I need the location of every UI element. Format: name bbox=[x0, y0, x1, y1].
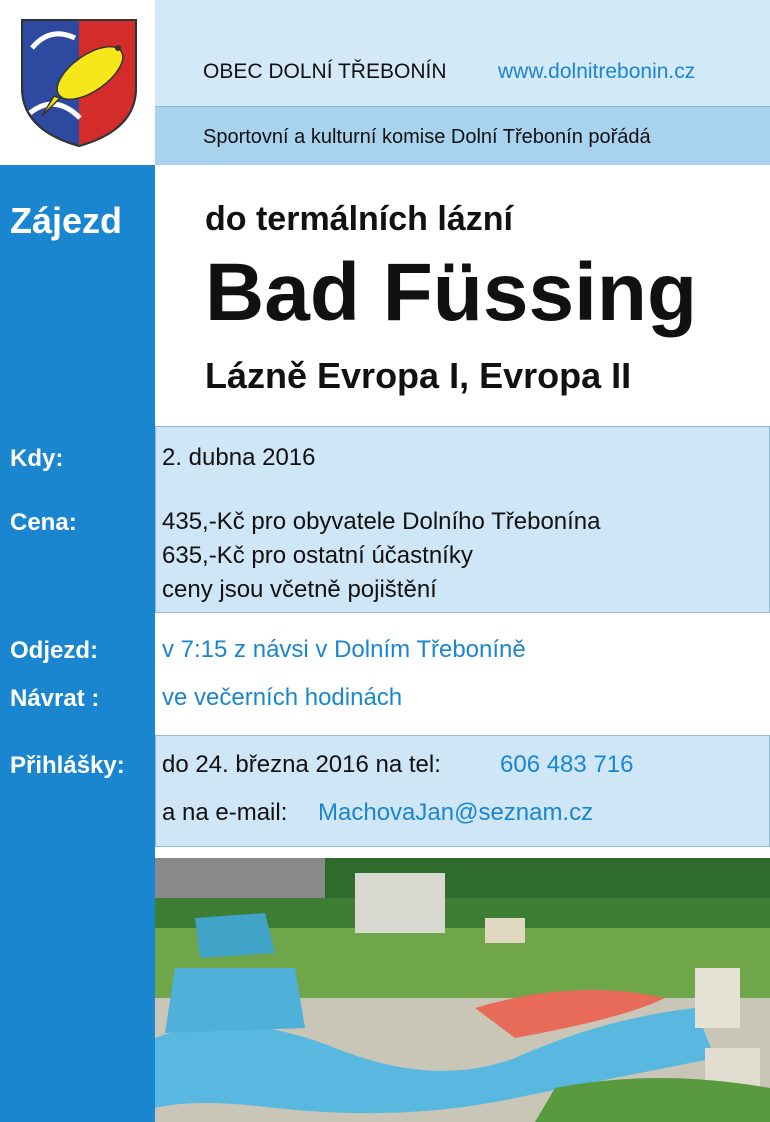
phone-number[interactable]: 606 483 716 bbox=[500, 751, 634, 778]
price-label: Cena: bbox=[10, 509, 77, 536]
registration-label: Přihlášky: bbox=[10, 752, 125, 779]
website-link[interactable]: www.dolnitrebonin.cz bbox=[498, 60, 696, 83]
when-value: 2. dubna 2016 bbox=[162, 444, 316, 471]
return-label: Návrat : bbox=[10, 685, 100, 712]
return-value: ve večerních hodinách bbox=[162, 684, 403, 711]
trip-label: Zájezd bbox=[10, 200, 123, 241]
price-line2: 635,-Kč pro ostatní účastníky bbox=[162, 542, 473, 569]
departure-label: Odjezd: bbox=[10, 637, 98, 664]
coat-of-arms-logo bbox=[20, 18, 138, 148]
destination-title: Bad Füssing bbox=[205, 247, 698, 338]
email-link[interactable]: MachovaJan@seznam.cz bbox=[318, 799, 594, 826]
left-column bbox=[0, 0, 155, 1122]
email-text: a na e-mail: bbox=[162, 799, 288, 826]
title-line3: Lázně Evropa I, Evropa II bbox=[205, 355, 632, 396]
price-line3: ceny jsou včetně pojištění bbox=[162, 576, 437, 603]
registration-text: do 24. března 2016 na tel: bbox=[162, 751, 441, 778]
header-band bbox=[155, 0, 770, 107]
organizer-text: Sportovní a kulturní komise Dolní Třebonín pořádá bbox=[203, 126, 651, 148]
price-line1: 435,-Kč pro obyvatele Dolního Třebonína bbox=[162, 508, 601, 535]
departure-value: v 7:15 z návsi v Dolním Třeboníně bbox=[162, 636, 526, 663]
title-line1: do termálních lázní bbox=[205, 200, 513, 238]
village-name: OBEC DOLNÍ TŘEBONÍN bbox=[203, 60, 447, 83]
spa-aerial-photo bbox=[155, 858, 770, 1122]
when-label: Kdy: bbox=[10, 445, 64, 472]
